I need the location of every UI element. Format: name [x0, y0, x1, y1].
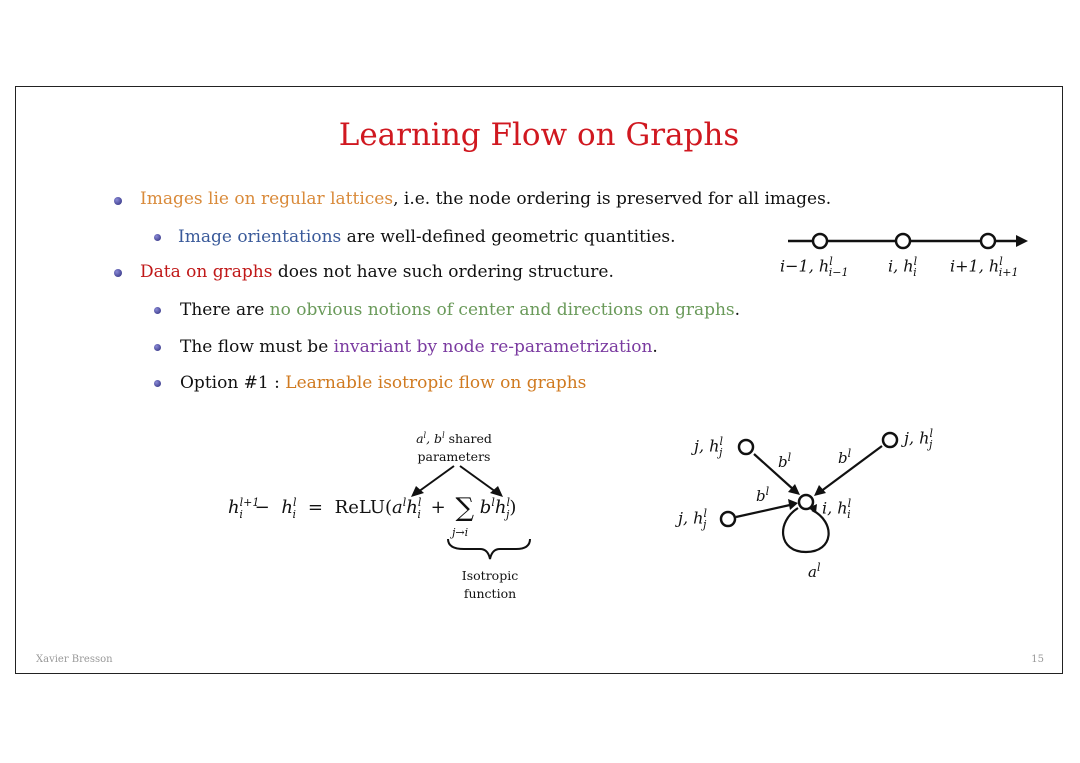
- bullet-text: , i.e. the node ordering is preserved for all images.: [393, 189, 832, 209]
- bullet-dot: [154, 234, 161, 241]
- lattice-node: [981, 234, 995, 248]
- isotropic-function-label: Isotropic function: [461, 568, 519, 601]
- graph-label-neighbor: j, $h^l_j$: [678, 507, 707, 531]
- lattice-node: [813, 234, 827, 248]
- graph-node-neighbor: [883, 433, 897, 447]
- graph-node-neighbor: [739, 440, 753, 454]
- bullet-highlight: no obvious notions of center and directions on graphs: [269, 300, 735, 320]
- edge-label-b: $b^l$: [838, 447, 852, 467]
- edge-label-a: $a^l$: [808, 561, 821, 581]
- relu-label: ReLU: [334, 497, 385, 518]
- bullet-highlight: invariant by node re-parametrization: [333, 337, 653, 357]
- bullet-dot: [154, 307, 161, 314]
- bullet-highlight: Data on graphs: [140, 262, 273, 282]
- bullet-invariant-flow: [180, 337, 658, 357]
- bullet-text: There are: [180, 300, 270, 320]
- footer-author: Xavier Bresson: [36, 654, 113, 665]
- lattice-node: [896, 234, 910, 248]
- edge-label-b: $b^l$: [778, 451, 792, 471]
- graph-label-neighbor: j, $h^l_j$: [904, 427, 933, 451]
- bullet-option-1: [180, 373, 586, 393]
- lattice-label: i+1, $h^l_{i+1}$: [950, 255, 1019, 279]
- bullet-dot: [114, 197, 122, 205]
- bullet-images-lattices: [140, 189, 831, 209]
- slide-title: Learning Flow on Graphs: [338, 117, 740, 153]
- bullet-no-center: [180, 300, 740, 320]
- bullet-highlight: Image orientations: [178, 227, 342, 247]
- lattice-label: i−1, $h^l_{i-1}$: [780, 255, 849, 279]
- bullet-text: are well-defined geometric quantities.: [341, 227, 676, 247]
- graph-node-neighbor: [721, 512, 735, 526]
- graph-label-center: i, $h^l_i$: [822, 497, 852, 521]
- bullet-text: does not have such ordering structure.: [272, 262, 614, 282]
- bullet-image-orientations: [178, 227, 676, 247]
- bullet-dot: [154, 344, 161, 351]
- bullet-data-on-graphs: [140, 262, 614, 282]
- bullet-highlight: Images lie on regular lattices: [140, 189, 394, 209]
- bullet-text: The flow must be: [180, 337, 334, 357]
- update-equation: $h^{l+1}_i - h^l_i$ = $ReLU(a^lh^l_i$ + ∑ $b^lh^l_j$): [228, 493, 517, 523]
- bullet-text: .: [652, 337, 658, 357]
- bullet-dot: [154, 380, 161, 387]
- graph-label-neighbor: j, $h^l_j$: [694, 435, 723, 459]
- isotropic-brace: [444, 535, 534, 565]
- bullet-text: .: [734, 300, 741, 320]
- bullet-dot: [114, 269, 122, 277]
- edge-label-b: $b^l$: [756, 485, 770, 505]
- bullet-highlight: Learnable isotropic flow on graphs: [285, 373, 587, 393]
- sum-index: j→i: [452, 526, 469, 539]
- bullet-text: Option #1 :: [180, 373, 286, 393]
- slide: [15, 86, 1063, 674]
- lattice-label: i, $h^l_i$: [888, 255, 918, 279]
- page-number: 15: [1031, 654, 1044, 665]
- shared-parameters-note: $a^l$, $b^l$ shared parameters: [416, 431, 492, 465]
